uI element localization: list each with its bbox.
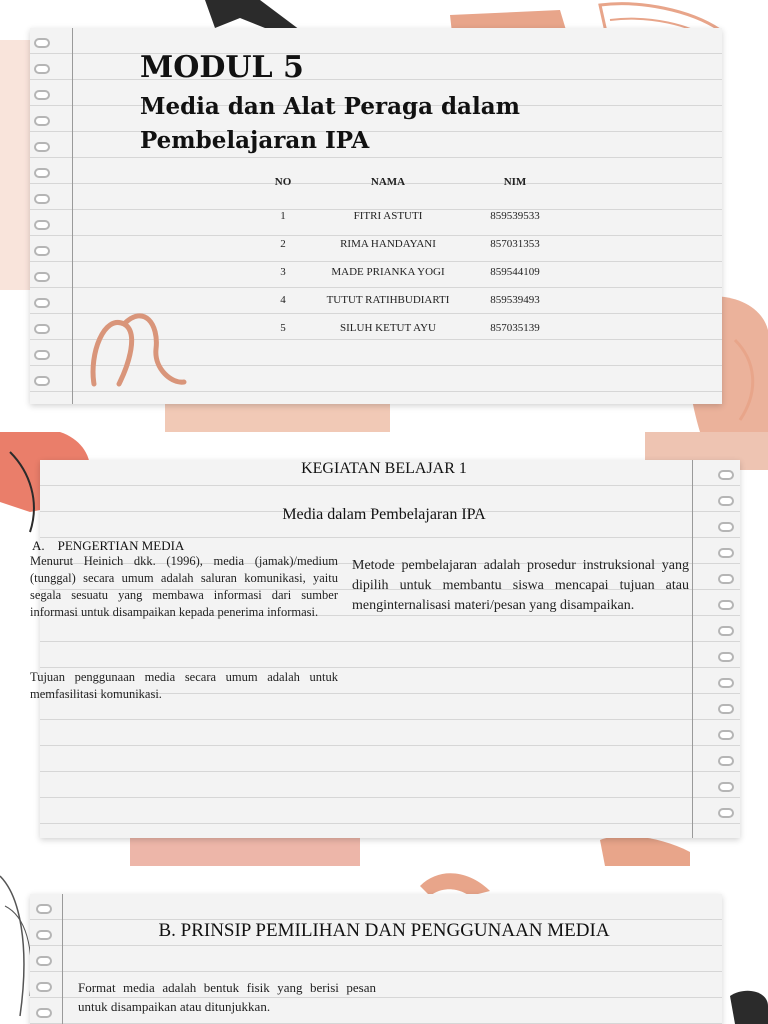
cell-nim: 857035139 (490, 322, 540, 334)
slide-module-title (0, 0, 768, 432)
binder-ring-6 (34, 168, 50, 178)
binder-ring-10 (34, 272, 50, 282)
binder-ring-3 (34, 90, 50, 100)
binder-ring-9 (718, 678, 734, 688)
ink-flourish (84, 294, 204, 394)
cell-nama: RIMA HANDAYANI (340, 238, 436, 250)
header-nama: NAMA (370, 176, 406, 188)
binder-ring-11 (718, 730, 734, 740)
cell-nama: MADE PRIANKA YOGI (331, 266, 445, 278)
header-no: NO (274, 176, 292, 188)
header-nim: NIM (503, 176, 527, 188)
table-row (240, 314, 580, 342)
student-table (240, 170, 580, 342)
binder-ring-2 (34, 64, 50, 74)
binder-ring-3 (36, 956, 52, 966)
binder-ring-8 (34, 220, 50, 230)
cell-no: 2 (280, 238, 286, 250)
module-subtitle: Media dan Alat Peraga dalam Pembelajaran IPA (140, 93, 520, 154)
cell-nama: SILUH KETUT AYU (340, 322, 436, 334)
paragraph-purpose: Tujuan penggunaan media secara umum adalah untuk memfasilitasi komunikasi. (30, 670, 338, 701)
binder-ring-10 (718, 704, 734, 714)
table-row (240, 258, 580, 286)
module-title: MODUL 5 (140, 50, 304, 85)
binder-ring-5 (718, 574, 734, 584)
cell-nim: 857031353 (490, 238, 540, 250)
binder-ring-4 (718, 548, 734, 558)
paragraph-method: Metode pembelajaran adalah prosedur instruksional yang dipilih untuk membantu siswa mencapai tujuan atau menginternalisasi materi/pesan yang disampaikan. (352, 558, 689, 613)
binder-ring-4 (34, 116, 50, 126)
slide-kegiatan-belajar (0, 432, 768, 866)
cell-nim: 859544109 (490, 266, 540, 278)
binder-ring-7 (718, 626, 734, 636)
binder-ring-5 (34, 142, 50, 152)
binder-ring-9 (34, 246, 50, 256)
paragraph-format: Format media adalah bentuk fisik yang berisi pesan untuk disampaikan atau ditunjukkan. (78, 980, 376, 1014)
table-row (240, 286, 580, 314)
cell-nim: 859539533 (490, 210, 540, 222)
binder-ring-1 (36, 904, 52, 914)
binder-ring-1 (34, 38, 50, 48)
cell-no: 4 (280, 294, 286, 306)
paragraph-definition: Menurut Heinich dkk. (1996), media (jamak)/medium (tunggal) secara umum adalah saluran komunikasi, yaitu segala sesuatu yang membawa informasi dari sumber informasi untuk disampaikan kepada penerima informasi. (30, 554, 338, 619)
binder-ring-12 (34, 324, 50, 334)
cell-no: 5 (280, 322, 286, 334)
subsection-heading-a: A. PENGERTIAN MEDIA (32, 538, 185, 553)
table-row (240, 230, 580, 258)
binder-ring-11 (34, 298, 50, 308)
margin-line (72, 28, 73, 404)
binder-ring-14 (718, 808, 734, 818)
margin-line (62, 894, 63, 1024)
binder-ring-8 (718, 652, 734, 662)
cell-nim: 859539493 (490, 294, 540, 306)
cell-nama: TUTUT RATIHBUDIARTI (326, 294, 450, 306)
section-title: KEGIATAN BELAJAR 1 (301, 460, 467, 477)
binder-ring-4 (36, 982, 52, 992)
table-row (240, 202, 580, 230)
binder-ring-7 (34, 194, 50, 204)
binder-ring-12 (718, 756, 734, 766)
cell-no: 1 (280, 210, 286, 222)
binder-ring-13 (34, 350, 50, 360)
table-header-row (240, 170, 580, 194)
cell-nama: FITRI ASTUTI (353, 210, 423, 222)
binder-ring-14 (34, 376, 50, 386)
cell-no: 3 (280, 266, 286, 278)
section-subtitle: Media dalam Pembelajaran IPA (282, 506, 486, 523)
slide-prinsip-media (0, 866, 768, 1024)
binder-ring-6 (718, 600, 734, 610)
section-title: B. PRINSIP PEMILIHAN DAN PENGGUNAAN MEDIA (158, 920, 610, 941)
binder-ring-5 (36, 1008, 52, 1018)
binder-ring-13 (718, 782, 734, 792)
binder-ring-2 (718, 496, 734, 506)
